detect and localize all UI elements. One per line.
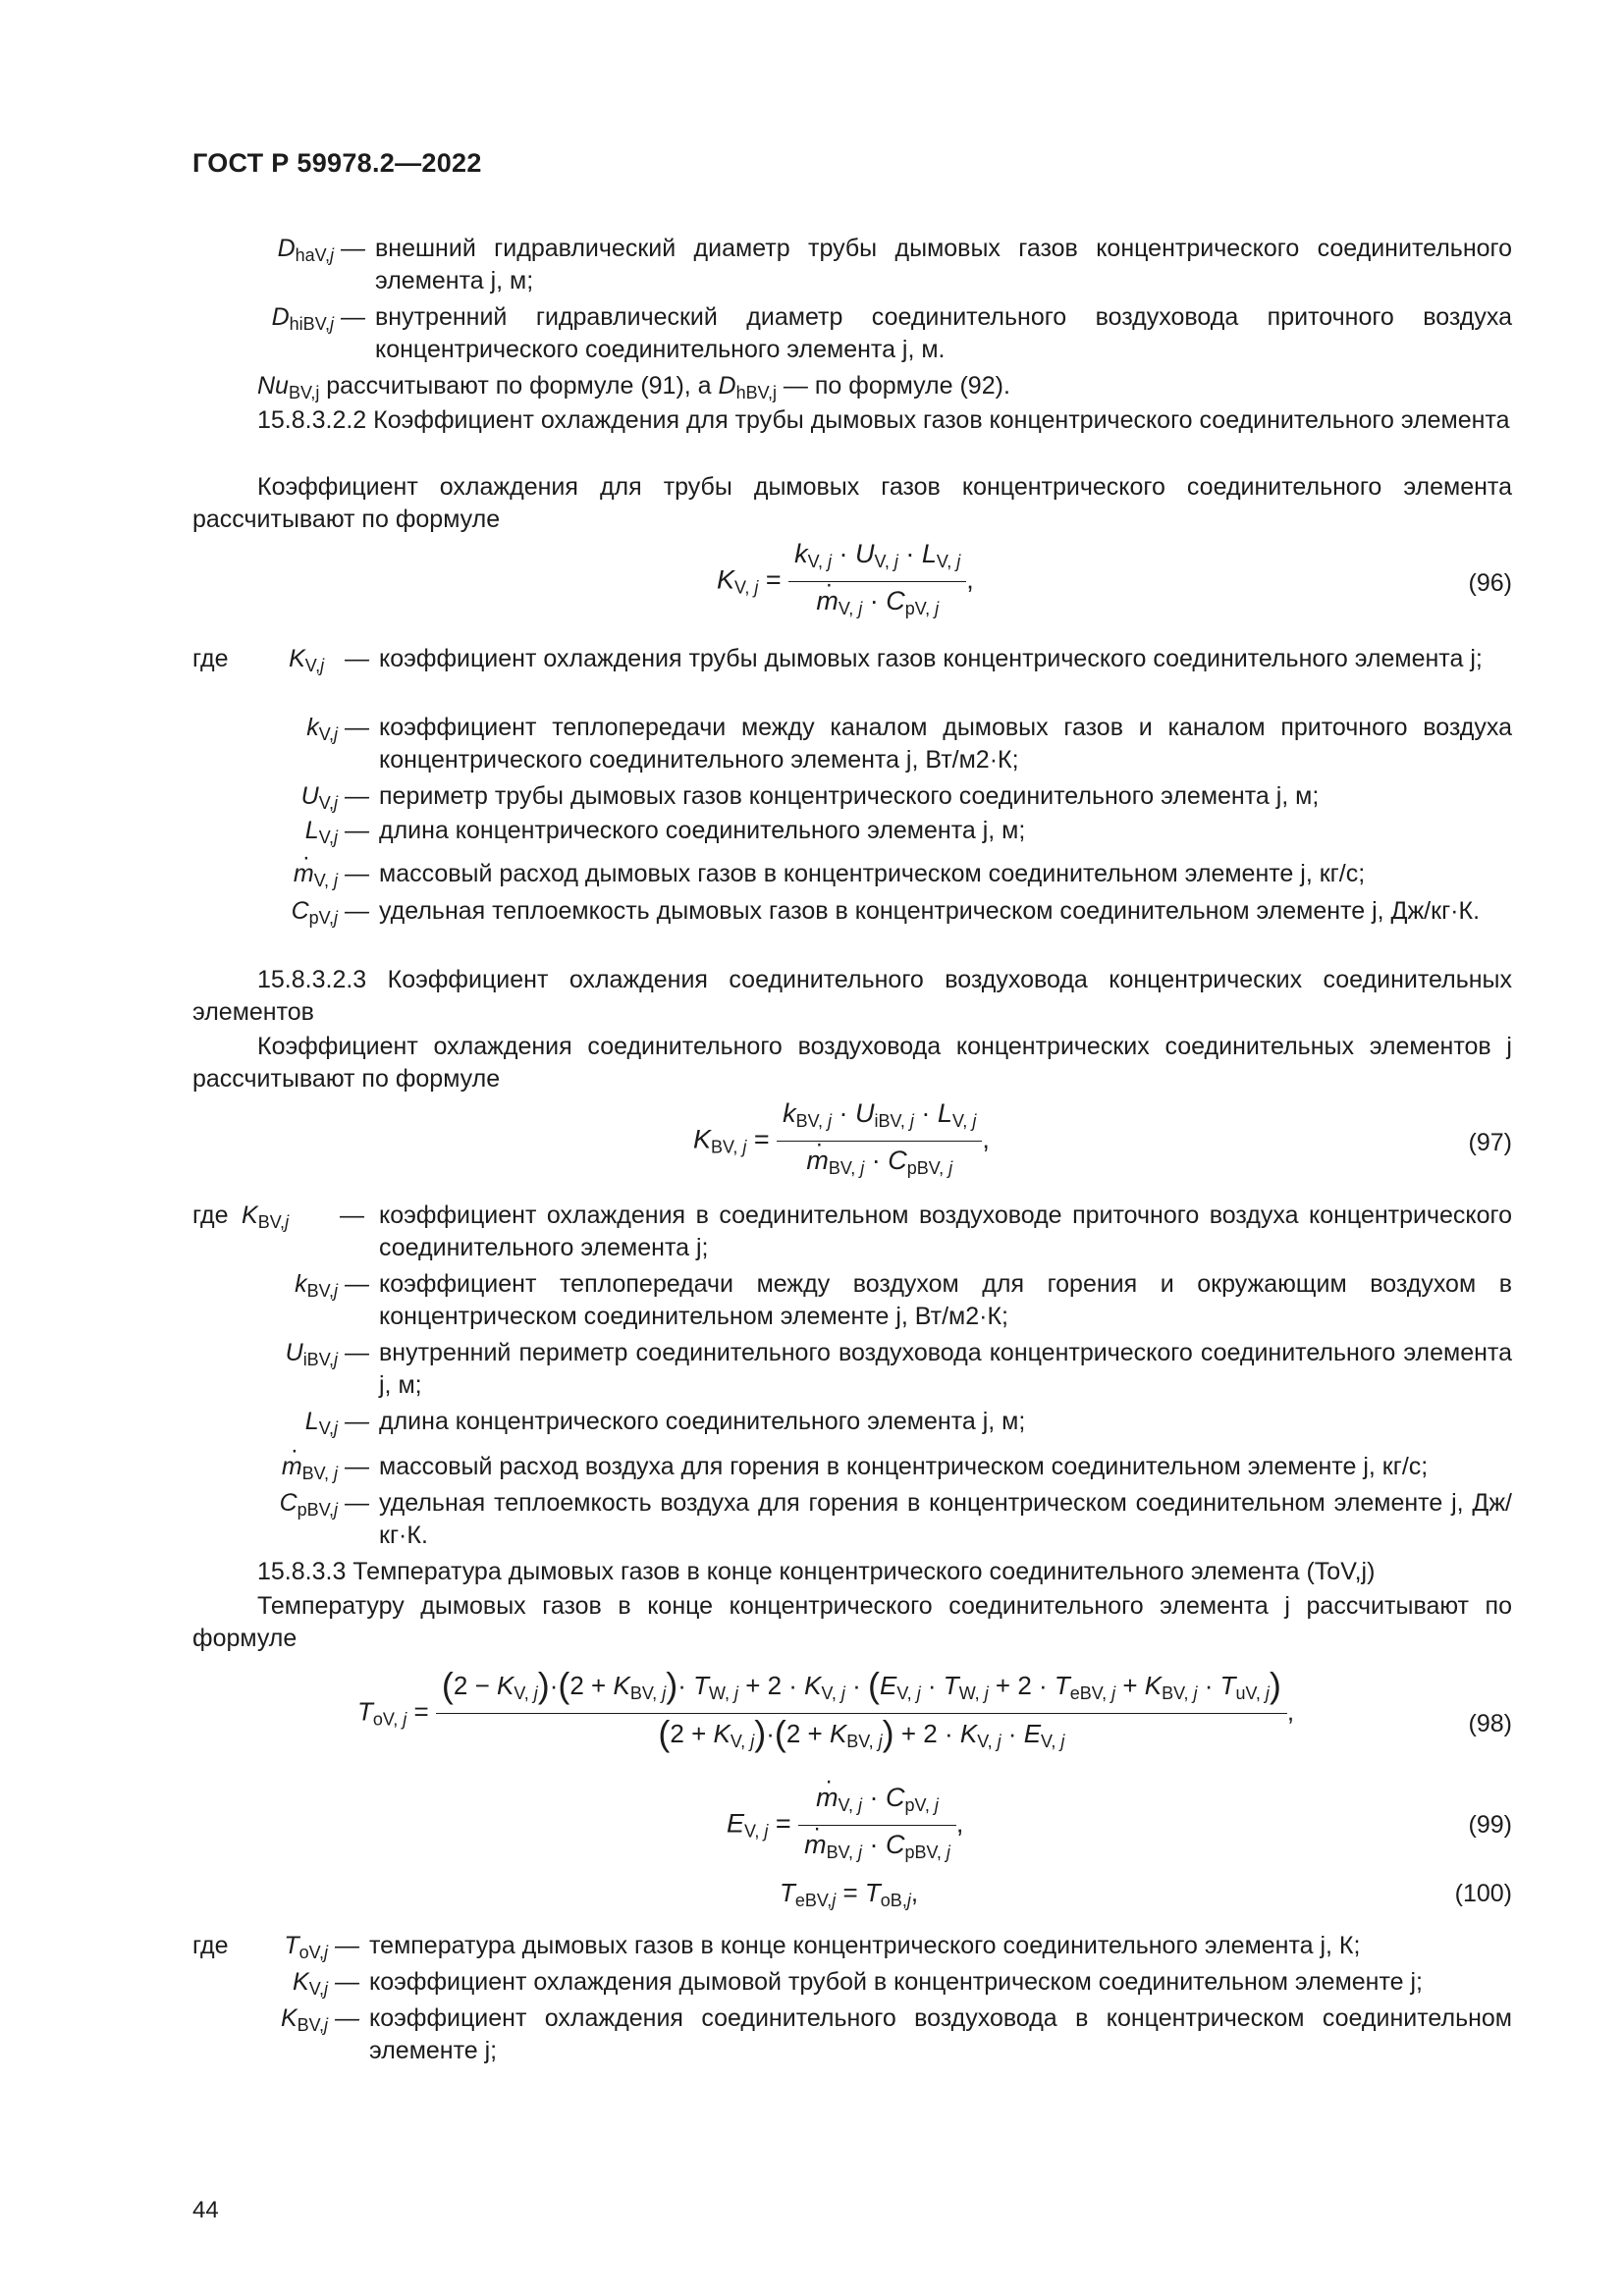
section-heading-15-8-3-2-3: 15.8.3.2.3 Коэффициент охлаждения соединительного воздуховода концентрических соединительных элементов [192,966,1512,1026]
term-definition: внутренний периметр соединительного воздуховода концентрического соединительного элемента j, м; [379,1339,1512,1399]
dash: — [340,1201,364,1229]
term-definition: коэффициент теплопередачи между каналом дымовых газов и каналом приточного воздуха концентрического соединительного элемента j, Вт/м2·К; [379,714,1512,774]
term-symbol: $T_{oV,j}$ — [284,1932,359,1962]
equation-number: (97) [1468,1129,1512,1156]
term-definition: длина концентрического соединительного элемента j, м; [379,1408,1026,1435]
equation-number: (98) [1468,1710,1512,1737]
where-label: где [192,645,229,672]
term-definition: массовый расход воздуха для горения в концентрическом соединительном элементе j, кг/с; [379,1453,1429,1480]
section-intro: Температуру дымовых газов в конце концентрического соединительного элемента j рассчитывают по формуле [192,1592,1512,1652]
section-intro: Коэффициент охлаждения для трубы дымовых газов концентрического соединительного элемента рассчитывают по формуле [192,473,1512,533]
equation-99: $E_{V, j}$ = · $m_{V, j} \cdot C_{pV, j}$ · $m_{BV, j} \cdot C_{pBV, j}$ , [727,1782,963,1869]
equation-number: (96) [1468,569,1512,597]
term-definition: коэффициент охлаждения трубы дымовых газов концентрического соединительного элемента j; [379,645,1483,672]
term-symbol: · $m_{BV, j}$ — [192,1451,369,1490]
term-definition: внешний гидравлический диаметр трубы дымовых газов концентрического соединительного элемента j, м; [375,235,1512,294]
term-definition: удельная теплоемкость воздуха для горения в концентрическом соединительном элементе j, Дж/кг·К. [379,1489,1512,1549]
term-symbol: $U_{iBV,j}$ — [285,1339,369,1369]
term-definition: периметр трубы дымовых газов концентрического соединительного элемента j, м; [379,782,1320,810]
term-definition: длина концентрического соединительного элемента j, м; [379,817,1026,844]
formula-reference-line: $Nu_{BV,j}$ рассчитывают по формуле (91), а $D_{hBV,j}$ — по формуле (92). [257,372,1010,402]
equation-96: $K_{V, j}$ = $k_{V, j} \cdot U_{V, j} \cdot L_{V, j}$ · $m_{V, j} \cdot C_{pV, j}$ , [717,538,974,625]
term-definition: коэффициент теплопередачи между воздухом для горения и окружающим воздухом в концентрическом соединительном элементе j, Вт/м2·К; [379,1270,1512,1330]
term-definition: массовый расход дымовых газов в концентрическом соединительном элементе j, кг/с; [379,860,1366,887]
term-symbol: $C_{pV,j}$ — [291,897,369,928]
term-definition: коэффициент охлаждения в соединительном воздуховоде приточного воздуха концентрического соединительного элемента j; [379,1201,1512,1261]
term-definition: коэффициент охлаждения дымовой трубой в концентрическом соединительном элементе j; [369,1968,1423,1996]
term-symbol: $K_{BV,j}$ [242,1201,290,1232]
term-definition: коэффициент охлаждения соединительного воздуховода в концентрическом соединительном элементе j; [369,2004,1512,2064]
term-symbol: · $m_{V, j}$ — [192,858,369,897]
section-heading-15-8-3-3: 15.8.3.3 Температура дымовых газов в конце концентрического соединительного элемента (ToV,j) [257,1558,1376,1585]
equation-number: (100) [1454,1880,1512,1907]
term-symbol: $K_{V,j}$ — [293,1968,359,1999]
section-heading-15-8-3-2-2: 15.8.3.2.2 Коэффициент охлаждения для трубы дымовых газов концентрического соединительного элемента [257,406,1510,434]
term-symbol: $L_{V,j}$ — [304,817,369,847]
term-definition: внутренний гидравлический диаметр соединительного воздуховода приточного воздуха концентрического соединительного элемента j, м. [375,303,1512,363]
term-symbol: $D_{hiBV,j}$ — [271,303,365,334]
term-symbol: $K_{V,j}$ — [289,645,369,675]
term-symbol: $D_{haV,j}$ — [277,235,365,265]
term-symbol: $C_{pBV,j}$ — [279,1489,369,1520]
term-symbol: $k_{V,j}$ — [306,714,369,744]
where-label: где [192,1932,229,1959]
term-symbol: $K_{BV,j}$ — [280,2004,359,2035]
where-label: где [192,1201,229,1229]
page-number: 44 [192,2197,219,2223]
equation-100: $T_{eBV,j} = T_{oB,j}$, [780,1878,919,1910]
section-intro: Коэффициент охлаждения соединительного воздуховода концентрических соединительных элементов j рассчитывают по формуле [192,1033,1512,1093]
term-symbol: $L_{V,j}$ — [304,1408,369,1438]
term-definition: удельная теплоемкость дымовых газов в концентрическом соединительном элементе j, Дж/кг·К. [379,897,1481,925]
document-id: ГОСТ Р 59978.2—2022 [192,148,482,178]
term-symbol: $k_{BV,j}$ — [295,1270,369,1301]
equation-97: $K_{BV, j}$ = $k_{BV, j} \cdot U_{iBV, j} \cdot L_{V, j}$ · $m_{BV, j} \cdot C_{pBV, j}$ , [693,1097,990,1185]
equation-98: $T_{oV, j}$ = $(2 - K_{V, j})\cdot(2 + K_{BV, j})\cdot T_{W, j} + 2 \cdot K_{V, j} \cdot (E_{V, j} \cdot T_{W, j} + 2 \cdot T_{eBV, j} + K_{BV, j} \cdot T_{uV, j})$ $(2 + K_{V, j})\cdot(2 + K_{BV, j}) + 2 \cdot K_{V, j} \cdot E_{V, j}$ , [357,1665,1295,1753]
equation-number: (99) [1468,1811,1512,1839]
term-symbol: $U_{V,j}$ — [300,782,369,813]
term-definition: температура дымовых газов в конце концентрического соединительного элемента j, К; [369,1932,1361,1959]
